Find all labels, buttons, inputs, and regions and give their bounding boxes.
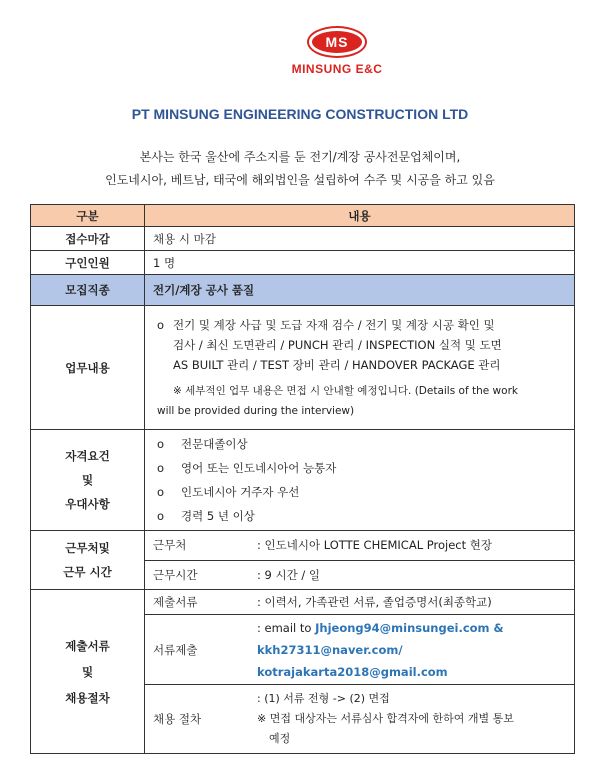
table-row	[145, 615, 574, 685]
docs-value: : 이력서, 가족관련 서류, 졸업증명서(최종학교)	[253, 591, 574, 615]
duty-line-2: 검사 / 최신 도면관리 / PUNCH 관리 / INSPECTION 실적 및 도면	[173, 337, 502, 352]
deadline-label: 접수마감	[31, 227, 145, 251]
requirements-label	[31, 430, 145, 531]
submission-label	[31, 590, 145, 754]
workplace-label-1: 근무처및	[65, 541, 110, 555]
duty-note	[157, 381, 564, 421]
position-value: 전기/계장 공사 품질	[145, 275, 575, 306]
email-link-1[interactable]: Jhjeong94@minsungei.com &	[315, 620, 504, 635]
location-label: 근무처	[145, 531, 253, 560]
list-item	[157, 504, 574, 528]
process-note-1: ※ 면접 대상자는 서류심사 합격자에 한하여 개별 통보	[257, 711, 514, 725]
bullet-icon: o	[157, 509, 165, 523]
duty-line-3: AS BUILT 관리 / TEST 장비 관리 / HANDOVER PACKAGE 관리	[173, 357, 501, 372]
list-item	[157, 456, 574, 480]
table-row	[145, 560, 574, 589]
headcount-value: 1 명	[145, 251, 575, 275]
duty-note-line-1: ※ 세부적인 업무 내용은 면접 시 안내할 예정입니다. (Details of the work	[173, 384, 518, 397]
duty-note-line-2: will be provided during the interview)	[157, 404, 355, 417]
table-row	[31, 531, 575, 590]
requirements-label-3: 우대사항	[65, 497, 110, 511]
workplace-content	[145, 531, 575, 590]
position-label: 모집직종	[31, 275, 145, 306]
company-logo	[282, 28, 392, 76]
docs-label: 제출서류	[145, 591, 253, 615]
location-value: : 인도네시아 LOTTE CHEMICAL Project 현장	[253, 531, 574, 560]
requirement-text: 경력 5 년 이상	[181, 509, 255, 523]
table-header-row	[31, 205, 575, 227]
deadline-value: 채용 시 마감	[145, 227, 575, 251]
table-row	[31, 590, 575, 754]
process-note-2: 예정	[269, 731, 291, 745]
header-category: 구분	[31, 205, 145, 227]
bullet-icon: o	[157, 437, 165, 451]
table-row	[145, 685, 574, 753]
intro-line-2: 인도네시아, 베트남, 태국에 해외법인을 설립하여 수주 및 시공을 하고 있음	[105, 173, 495, 187]
company-intro	[0, 146, 600, 192]
process-value	[253, 685, 574, 753]
requirements-label-1: 자격요건	[65, 449, 110, 463]
requirement-text: 인도네시아 거주자 우선	[181, 485, 300, 499]
hours-value: : 9 시간 / 일	[257, 567, 321, 582]
submission-content	[145, 590, 575, 754]
process-steps: : (1) 서류 전형 -> (2) 면접	[257, 691, 390, 705]
table-row	[145, 531, 574, 560]
list-item	[157, 480, 574, 504]
requirements-label-2: 및	[81, 473, 94, 487]
logo-mark: MS	[309, 28, 365, 56]
apply-prefix: : email to	[257, 620, 316, 635]
bullet-icon: o	[157, 461, 165, 475]
table-row	[31, 430, 575, 531]
bullet-icon: o	[157, 317, 165, 332]
list-item	[157, 432, 574, 456]
header-content: 내용	[145, 205, 575, 227]
workplace-subtable	[145, 531, 574, 589]
process-label: 채용 절차	[153, 711, 202, 726]
bullet-icon: o	[157, 485, 165, 499]
requirements-list	[145, 430, 575, 531]
email-link-3[interactable]: kotrajakarta2018@gmail.com	[257, 664, 448, 679]
email-link-2[interactable]: kkh27311@naver.com/	[257, 642, 403, 657]
requirement-text: 영어 또는 인도네시아어 능통자	[181, 461, 337, 475]
workplace-label	[31, 531, 145, 590]
job-posting-table	[30, 204, 575, 754]
requirement-text: 전문대졸이상	[181, 437, 248, 451]
duties-label: 업무내용	[31, 306, 145, 430]
hours-label: 근무시간	[153, 567, 198, 582]
table-row	[31, 251, 575, 275]
table-row	[31, 275, 575, 306]
table-row	[31, 227, 575, 251]
apply-value	[253, 615, 574, 685]
submission-label-3: 채용절차	[65, 690, 110, 705]
headcount-label: 구인인원	[31, 251, 145, 275]
table-row	[31, 306, 575, 430]
submission-subtable	[145, 591, 574, 753]
duty-line-1: 전기 및 계장 사급 및 도급 자재 검수 / 전기 및 계장 시공 확인 및	[173, 317, 495, 332]
page-title: PT MINSUNG ENGINEERING CONSTRUCTION LTD	[131, 106, 469, 122]
table-row	[145, 591, 574, 615]
workplace-label-2: 근무 시간	[63, 565, 112, 579]
apply-label: 서류제출	[145, 615, 253, 685]
intro-line-1: 본사는 한국 울산에 주소지를 둔 전기/계장 공사전문업체이며,	[139, 150, 461, 164]
duties-content	[145, 306, 575, 430]
logo-name: MINSUNG E&C	[291, 62, 383, 76]
submission-label-1: 제출서류	[65, 638, 110, 653]
submission-label-2: 및	[81, 664, 94, 679]
